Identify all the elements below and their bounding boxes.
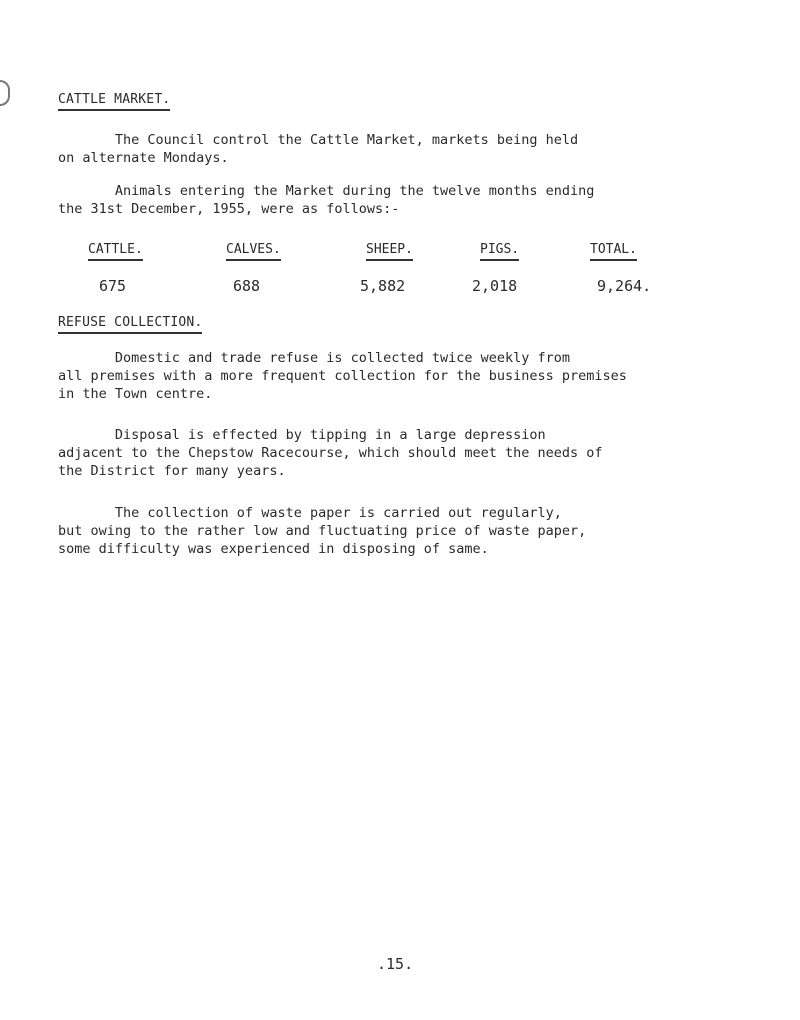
table-value-cattle: 675 — [99, 277, 127, 295]
refuse-collection-heading: REFUSE COLLECTION. — [58, 315, 203, 330]
table-header-pigs: PIGS. — [480, 242, 520, 257]
table-value-sheep: 5,882 — [360, 277, 406, 295]
binding-hole-mark — [0, 80, 10, 106]
table-value-calves: 688 — [233, 277, 261, 295]
table-header-cattle: CATTLE. — [88, 242, 143, 257]
page-number: .15. — [377, 955, 414, 973]
cattle-market-paragraph-2: Animals entering the Market during the twelve months ending the 31st December, 1955, were as follows:- — [58, 183, 595, 217]
table-header-calves: CALVES. — [226, 242, 281, 257]
table-header-total: TOTAL. — [590, 242, 637, 257]
cattle-market-heading: CATTLE MARKET. — [58, 92, 171, 107]
refuse-collection-paragraph-3: The collection of waste paper is carried out regularly, but owing to the rather low and fluctuating price of waste paper, some difficulty was experienced in disposing of same. — [58, 505, 587, 557]
table-value-pigs: 2,018 — [472, 277, 518, 295]
refuse-collection-paragraph-1: Domestic and trade refuse is collected twice weekly from all premises with a more frequent collection for the business premises in the Town centre. — [58, 350, 627, 402]
cattle-market-paragraph-1: The Council control the Cattle Market, markets being held on alternate Mondays. — [58, 132, 579, 166]
refuse-collection-paragraph-2: Disposal is effected by tipping in a large depression adjacent to the Chepstow Racecourse, which should meet the needs of the District for many years. — [58, 427, 603, 479]
table-value-total: 9,264. — [597, 277, 652, 295]
table-header-sheep: SHEEP. — [366, 242, 413, 257]
